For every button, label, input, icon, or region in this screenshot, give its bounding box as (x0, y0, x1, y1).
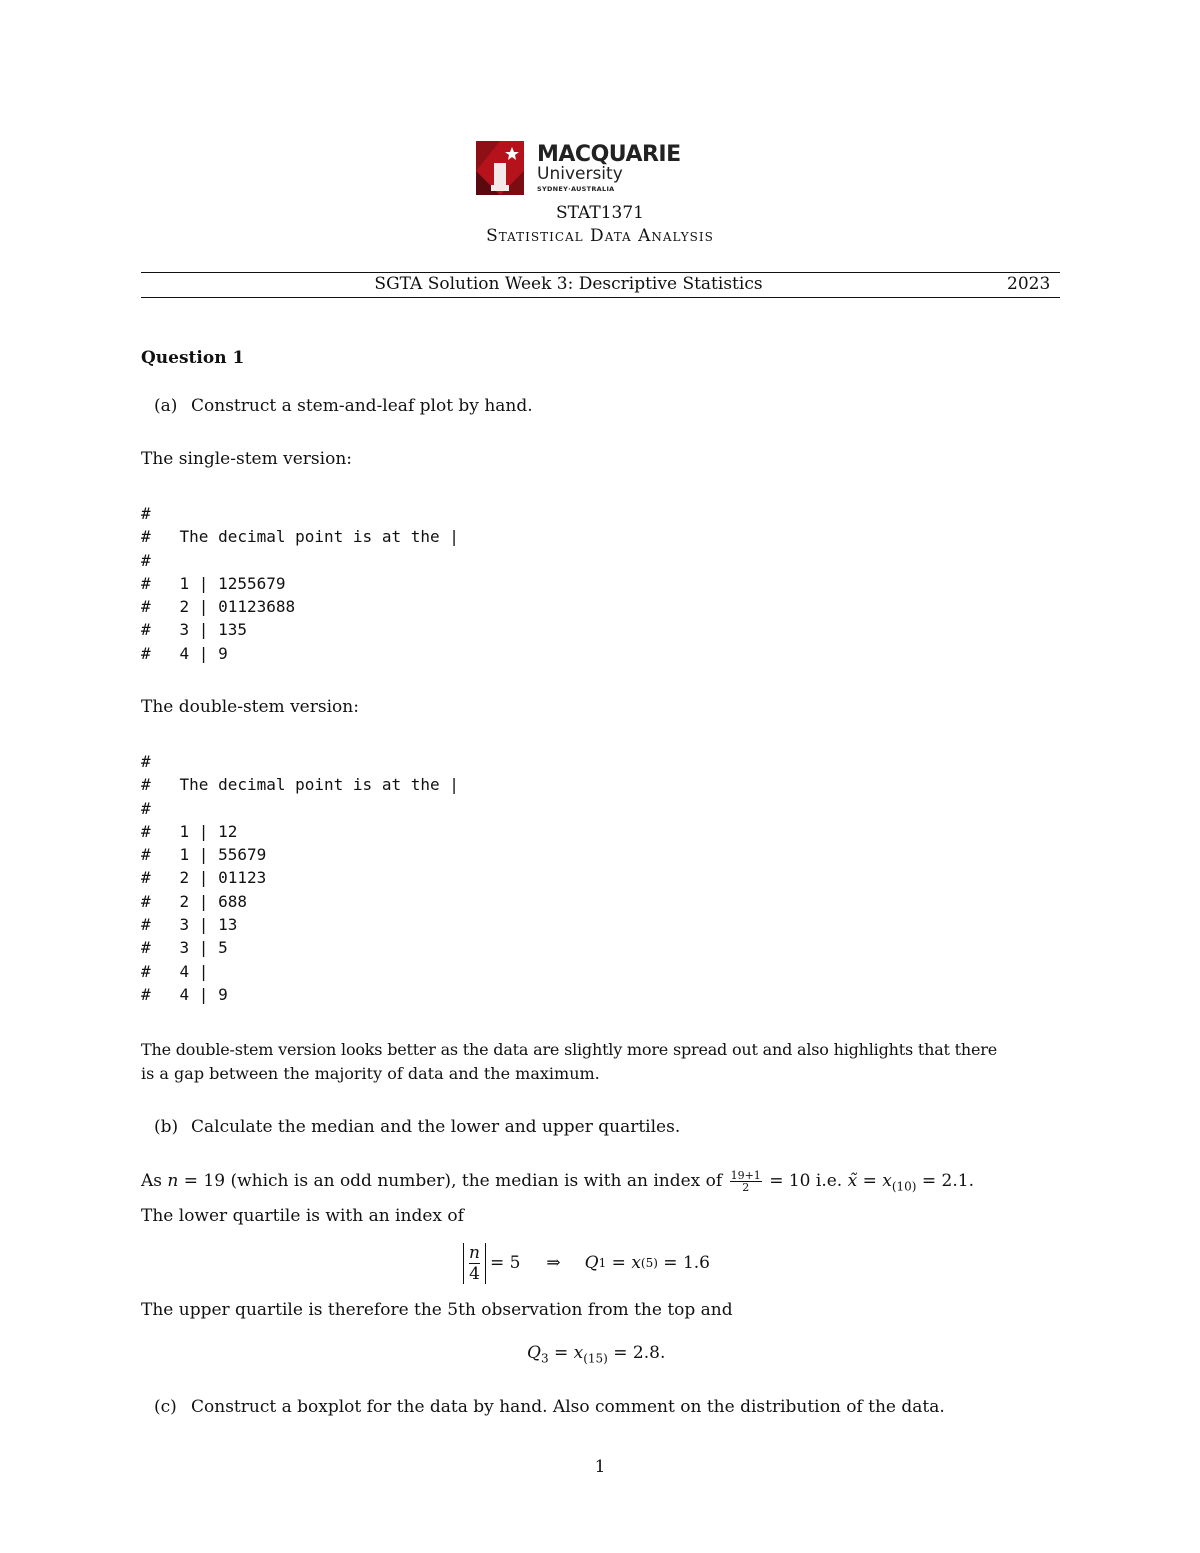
median-text-1: As (141, 1171, 168, 1191)
part-a-label: (a) (154, 396, 178, 416)
median-text-2: = 19 (which is an odd number), the median is with an index of (178, 1171, 728, 1191)
upper-quartile-intro: The upper quartile is therefore the 5th observation from the top and (141, 1300, 733, 1320)
ceiling-fraction (463, 1243, 486, 1284)
lower-quartile-equation (463, 1242, 710, 1284)
code-line: # 3 | 135 (141, 620, 247, 640)
code-line: # 4 | 9 (141, 643, 228, 663)
upper-eq-q: Q (527, 1343, 541, 1363)
upper-eq-q-subscript: 3 (540, 1351, 549, 1366)
code-line: # 1 | 12 (141, 821, 238, 841)
lower-quartile-intro: The lower quartile is with an index of (141, 1206, 464, 1226)
course-name: Statistical Data Analysis (486, 226, 714, 246)
median-sentence (141, 1170, 974, 1196)
median-xtilde: x̃ (847, 1171, 858, 1191)
code-line: # 1 | 55679 (141, 845, 267, 865)
part-b-label: (b) (154, 1117, 179, 1137)
upper-quartile-equation (527, 1343, 665, 1368)
code-line: # 3 | 5 (141, 938, 228, 958)
code-line: # 3 | 13 (141, 915, 238, 935)
lower-eq-x: x (631, 1253, 641, 1273)
lower-eq-text-2: = (606, 1253, 632, 1273)
median-text-4: = (857, 1171, 883, 1191)
median-x: x (882, 1171, 892, 1191)
lower-eq-text-1: = 5 (489, 1253, 521, 1273)
ceiling-numerator: n (469, 1242, 480, 1263)
double-stem-plot (141, 752, 459, 1008)
part-c-text: Construct a boxplot for the data by hand. Also comment on the distribution of the data. (191, 1397, 945, 1417)
question-heading: Question 1 (141, 348, 245, 368)
logo-wordmark-university: University (537, 164, 623, 184)
sheet-year: 2023 (1007, 274, 1051, 294)
upper-eq-x-subscript: (15) (583, 1351, 608, 1366)
comment-line-2: is a gap between the majority of data and the maximum. (141, 1064, 600, 1083)
code-line: # 4 | (141, 961, 209, 981)
comment-line-1: The double-stem version looks better as the data are slightly more spread out and also highlights that there (141, 1040, 997, 1059)
median-text-3: = 10 i.e. (763, 1171, 848, 1191)
implies-arrow: ⇒ (546, 1253, 561, 1273)
top-rule (141, 272, 1060, 273)
median-index-fraction (730, 1170, 762, 1193)
code-line: # 2 | 01123 (141, 868, 267, 888)
part-b-text: Calculate the median and the lower and upper quartiles. (191, 1117, 681, 1137)
lower-eq-q-subscript: 1 (598, 1256, 607, 1270)
part-c-label: (c) (154, 1397, 177, 1417)
code-line: # The decimal point is at the | (141, 775, 459, 795)
fraction-denominator: 2 (742, 1181, 750, 1194)
median-text-5: = 2.1. (916, 1171, 974, 1191)
double-stem-intro: The double-stem version: (141, 697, 359, 717)
lower-eq-text-3: = 1.6 (657, 1253, 710, 1273)
lower-eq-q: Q (584, 1253, 599, 1273)
code-line: # 4 | 9 (141, 984, 228, 1004)
sheet-title: SGTA Solution Week 3: Descriptive Statistics (374, 274, 763, 294)
code-line: # (141, 752, 151, 771)
median-n: n (167, 1171, 179, 1191)
code-line: # (141, 798, 151, 818)
fraction-numerator: 19+1 (730, 1169, 761, 1182)
code-line: # (141, 504, 151, 523)
logo-wordmark-macquarie: MACQUARIE (537, 142, 681, 167)
part-a-text: Construct a stem-and-leaf plot by hand. (191, 396, 533, 416)
code-line: # 2 | 01123688 (141, 597, 296, 617)
bottom-rule (141, 297, 1060, 298)
university-logo (476, 141, 681, 197)
ceiling-denominator: 4 (469, 1263, 480, 1284)
upper-eq-x: x (573, 1343, 584, 1363)
logo-wordmark-location: SYDNEY·AUSTRALIA (537, 185, 615, 193)
single-stem-intro: The single-stem version: (141, 449, 352, 469)
code-line: # 2 | 688 (141, 891, 247, 911)
page-number: 1 (594, 1457, 606, 1477)
single-stem-plot (141, 504, 459, 667)
upper-eq-text-1: = (548, 1343, 574, 1363)
median-subscript: (10) (891, 1179, 917, 1194)
shield-logo-icon (476, 141, 524, 195)
course-code: STAT1371 (555, 203, 644, 223)
code-line: # The decimal point is at the | (141, 527, 459, 547)
code-line: # (141, 550, 151, 570)
code-line: # 1 | 1255679 (141, 573, 286, 593)
upper-eq-text-2: = 2.8. (607, 1343, 666, 1363)
lower-eq-x-subscript: (5) (640, 1256, 658, 1270)
